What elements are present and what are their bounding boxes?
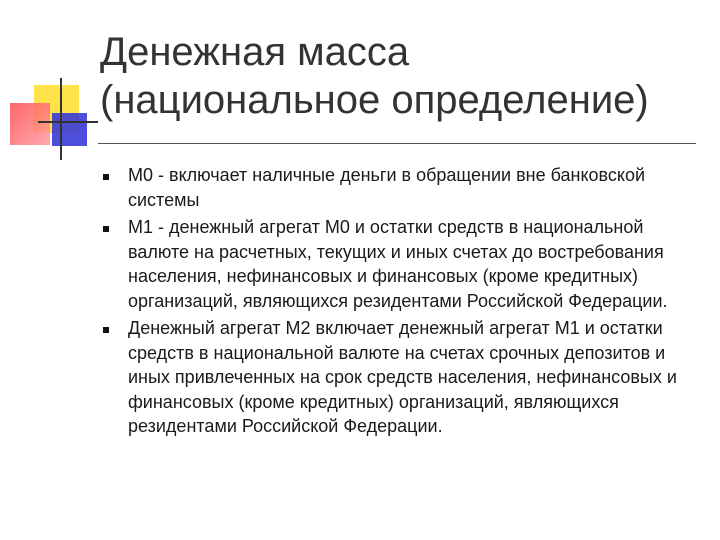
- bullet-item-m1: [100, 215, 705, 313]
- bullet-text: М1 - денежный агрегат М0 и остатки средств в национальной валюте на расчетных, текущих и иных счетах до востребования населения, нефинансовых и финансовых (кроме кредитных) организаций, являющихся резидентами Российской Федерации.: [128, 217, 668, 311]
- square-bullet-icon: [103, 327, 109, 333]
- bullet-list: [100, 163, 705, 442]
- bullet-item-m0: [100, 163, 705, 212]
- slide-title-line-2: (национальное определение): [100, 78, 649, 122]
- slide-title-line-1: Денежная масса: [100, 30, 410, 74]
- square-bullet-icon: [103, 226, 109, 232]
- logo-vertical-line: [60, 78, 62, 160]
- bullet-item-m2: [100, 316, 705, 439]
- slide-title: [100, 28, 700, 124]
- title-divider: [98, 143, 696, 144]
- square-bullet-icon: [103, 174, 109, 180]
- bullet-text: М0 - включает наличные деньги в обращении вне банковской системы: [128, 165, 646, 210]
- bullet-text: Денежный агрегат М2 включает денежный агрегат М1 и остатки средств в национальной валюте на счетах срочных депозитов и иных привлеченных на срок средств населения, нефинансовых и финансовых (кроме кредитных) организаций, являющихся резидентами Российской Федерации.: [128, 318, 677, 436]
- logo-blue-square: [52, 113, 87, 146]
- logo-red-square: [10, 103, 50, 145]
- logo-horizontal-line: [38, 121, 98, 123]
